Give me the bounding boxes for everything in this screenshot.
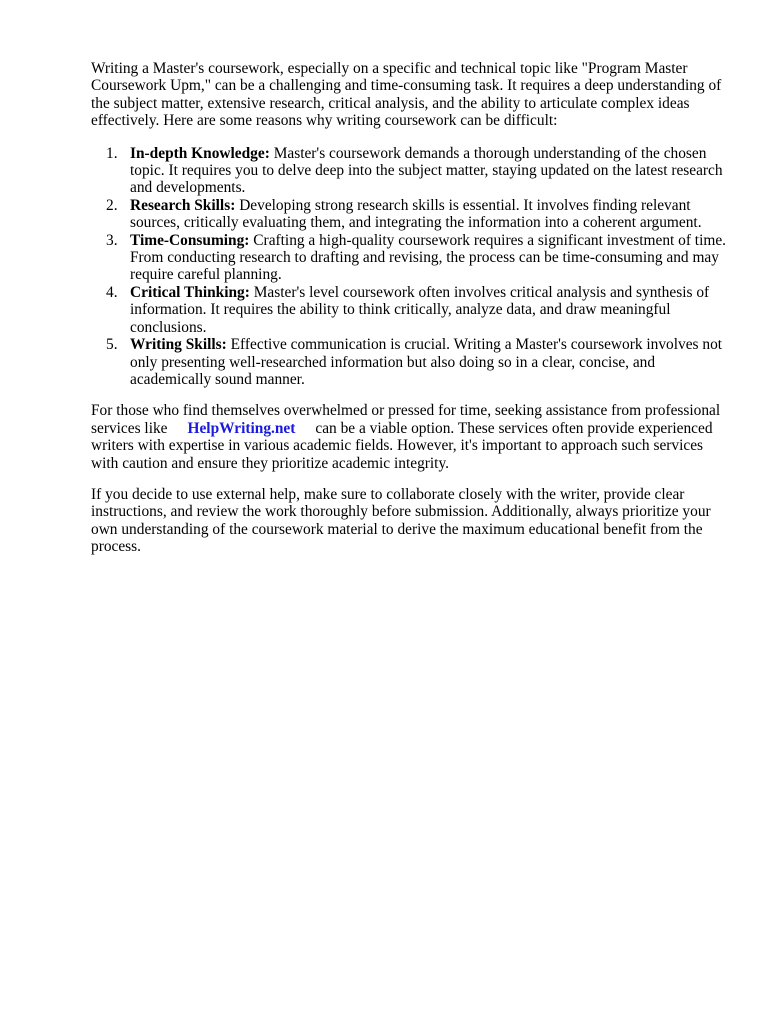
- list-item: [91, 336, 731, 388]
- services-paragraph: [91, 402, 731, 472]
- document-page: [91, 60, 731, 556]
- list-item: [91, 145, 731, 197]
- list-number: 5.: [106, 336, 118, 354]
- list-text: Developing strong research skills is essential. It involves finding relevant sources, critically evaluating them, and integrating the information into a coherent argument.: [130, 196, 702, 232]
- services-text-after: can be a viable option. These services often provide experienced writers with expertise in various academic fields. However, it's important to approach such services with caution and ensure they prioritize academic integrity.: [91, 419, 713, 472]
- services-text-before: For those who find themselves overwhelmed or pressed for time, seeking assistance from professional services like: [91, 402, 721, 437]
- helpwriting-link[interactable]: HelpWriting.net: [187, 419, 296, 437]
- list-item: [91, 197, 731, 232]
- reasons-list: [91, 145, 731, 389]
- list-number: 4.: [106, 283, 118, 301]
- list-text: Crafting a high-quality coursework requires a significant investment of time. From conducting research to drafting and revising, the process can be time-consuming and may require careful planning.: [130, 231, 727, 284]
- list-number: 1.: [106, 144, 118, 162]
- list-term: Writing Skills:: [130, 336, 227, 354]
- list-term: In-depth Knowledge:: [130, 144, 270, 162]
- list-term: Time-Consuming:: [130, 231, 250, 249]
- list-item: [91, 232, 731, 284]
- list-text: Master's level coursework often involves critical analysis and synthesis of information. It requires the ability to think critically, analyze data, and draw meaningful conclusions.: [130, 283, 710, 336]
- list-number: 3.: [106, 231, 118, 249]
- closing-paragraph: If you decide to use external help, make sure to collaborate closely with the writer, provide clear instructions, and review the work thoroughly before submission. Additionally, always prioritize your own understanding of the coursework material to derive the maximum educational benefit from the process.: [91, 485, 711, 556]
- list-term: Critical Thinking:: [130, 283, 250, 301]
- intro-paragraph: Writing a Master's coursework, especially on a specific and technical topic like "Program Master Coursework Upm," can be a challenging and time-consuming task. It requires a deep understanding of the subject matter, extensive research, critical analysis, and the ability to articulate complex ideas effectively. Here are some reasons why writing coursework can be difficult:: [91, 60, 722, 130]
- list-term: Research Skills:: [130, 196, 236, 214]
- list-text: Effective communication is crucial. Writing a Master's coursework involves not only presenting well-researched information but also doing so in a clear, concise, and academically sound manner.: [130, 336, 723, 388]
- list-text: Master's coursework demands a thorough understanding of the chosen topic. It requires you to delve deep into the subject matter, staying updated on the latest research and developments.: [130, 144, 723, 197]
- list-item: [91, 284, 731, 336]
- list-number: 2.: [106, 196, 118, 214]
